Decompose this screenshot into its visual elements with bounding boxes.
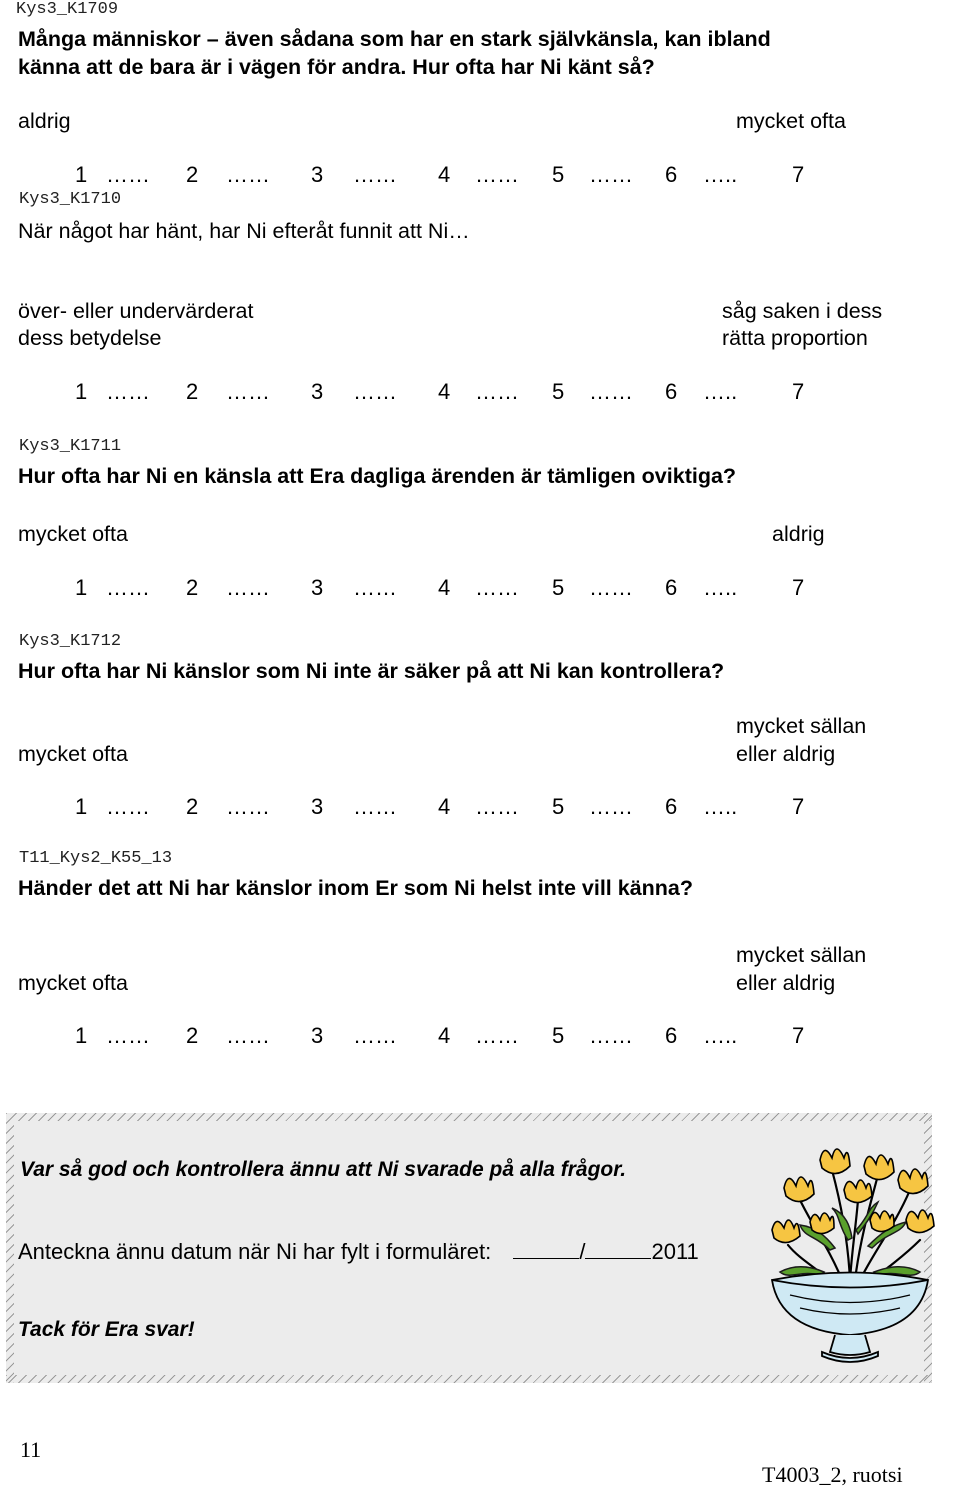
right-anchor-label: rätta proportion — [722, 326, 868, 350]
scale-option-6[interactable]: 6 — [665, 162, 678, 187]
right-anchor-label: såg saken i dess — [722, 299, 883, 323]
scale-option-5[interactable]: 5 — [552, 1023, 565, 1048]
scale-dots: …… — [226, 162, 270, 187]
rating-scale[interactable] — [0, 575, 960, 605]
left-anchor-label: aldrig — [18, 109, 71, 133]
scale-dots: …… — [226, 1023, 270, 1048]
rating-scale[interactable] — [0, 162, 960, 192]
scale-option-2[interactable]: 2 — [186, 1023, 199, 1048]
question-text-line: Många människor – även sådana som har en stark självkänsla, kan ibland — [18, 27, 771, 51]
question-code: Kys3_K1710 — [19, 190, 122, 209]
question-text-line: Hur ofta har Ni en känsla att Era dagliga ärenden är tämligen oviktiga? — [18, 464, 737, 488]
scale-dots: …… — [226, 575, 270, 600]
scale-option-1[interactable]: 1 — [75, 575, 88, 600]
scale-option-7[interactable]: 7 — [792, 1023, 805, 1048]
scale-option-6[interactable]: 6 — [665, 794, 678, 819]
scale-dots: …… — [106, 1023, 150, 1048]
scale-dots: …… — [226, 794, 270, 819]
scale-dots: …… — [589, 379, 633, 404]
question-code: T11_Kys2_K55_13 — [19, 849, 173, 868]
date-label: Anteckna ännu datum när Ni har fylt i formuläret: — [18, 1239, 492, 1264]
question-code: Kys3_K1712 — [19, 632, 122, 651]
scale-option-3[interactable]: 3 — [311, 1023, 324, 1048]
scale-dots: …… — [353, 1023, 397, 1048]
left-anchor-label: mycket ofta — [18, 971, 128, 995]
scale-option-1[interactable]: 1 — [75, 794, 88, 819]
scale-dots: ….. — [703, 575, 738, 600]
scale-option-2[interactable]: 2 — [186, 794, 199, 819]
left-anchor-label: mycket ofta — [18, 742, 128, 766]
scale-option-5[interactable]: 5 — [552, 575, 565, 600]
scale-dots: ….. — [703, 794, 738, 819]
right-anchor-label: mycket ofta — [736, 109, 846, 133]
left-anchor-label: över- eller undervärderat — [18, 299, 254, 323]
rating-scale[interactable] — [0, 794, 960, 824]
scale-option-7[interactable]: 7 — [792, 379, 805, 404]
scale-option-3[interactable]: 3 — [311, 379, 324, 404]
scale-dots: …… — [353, 794, 397, 819]
flower-bowl-icon — [760, 1130, 940, 1370]
document-code: T4003_2, ruotsi — [762, 1462, 903, 1487]
scale-option-3[interactable]: 3 — [311, 575, 324, 600]
question-text-line: Hur ofta har Ni känslor som Ni inte är säker på att Ni kan kontrollera? — [18, 659, 725, 683]
right-anchor-label: eller aldrig — [736, 971, 836, 995]
date-year: 2011 — [651, 1239, 699, 1264]
scale-dots: …… — [106, 379, 150, 404]
scale-dots: …… — [475, 1023, 519, 1048]
thanks-text: Tack för Era svar! — [18, 1318, 195, 1341]
question-text-line: När något har hänt, har Ni efteråt funnit att Ni… — [18, 219, 470, 243]
scale-dots: …… — [475, 575, 519, 600]
box-border-bottom — [6, 1375, 932, 1383]
scale-dots: …… — [475, 162, 519, 187]
date-day-blank[interactable] — [513, 1238, 579, 1259]
left-anchor-label: dess betydelse — [18, 326, 162, 350]
scale-dots: …… — [106, 162, 150, 187]
scale-dots: …… — [106, 575, 150, 600]
right-anchor-label: eller aldrig — [736, 742, 836, 766]
scale-dots: ….. — [703, 162, 738, 187]
scale-dots: …… — [353, 162, 397, 187]
scale-option-4[interactable]: 4 — [438, 1023, 451, 1048]
scale-option-2[interactable]: 2 — [186, 575, 199, 600]
scale-option-2[interactable]: 2 — [186, 379, 199, 404]
scale-option-5[interactable]: 5 — [552, 794, 565, 819]
scale-option-3[interactable]: 3 — [311, 162, 324, 187]
right-anchor-label: aldrig — [772, 522, 825, 546]
scale-dots: …… — [589, 794, 633, 819]
date-separator: / — [579, 1239, 586, 1264]
rating-scale[interactable] — [0, 1023, 960, 1053]
scale-dots: …… — [475, 794, 519, 819]
question-code: Kys3_K1709 — [16, 0, 119, 19]
scale-option-7[interactable]: 7 — [792, 575, 805, 600]
right-anchor-label: mycket sällan — [736, 943, 867, 967]
date-line — [18, 1238, 699, 1265]
scale-dots: …… — [353, 379, 397, 404]
scale-dots: ….. — [703, 379, 738, 404]
page-number: 11 — [20, 1437, 42, 1462]
date-month-blank[interactable] — [585, 1238, 651, 1259]
rating-scale[interactable] — [0, 379, 960, 409]
scale-option-3[interactable]: 3 — [311, 794, 324, 819]
check-answers-text: Var så god och kontrollera ännu att Ni svarade på alla frågor. — [20, 1158, 627, 1181]
scale-option-2[interactable]: 2 — [186, 162, 199, 187]
scale-option-5[interactable]: 5 — [552, 162, 565, 187]
scale-dots: …… — [589, 575, 633, 600]
question-text-line: känna att de bara är i vägen för andra. Hur ofta har Ni känt så? — [18, 55, 655, 79]
scale-dots: …… — [589, 162, 633, 187]
scale-dots: …… — [353, 575, 397, 600]
scale-option-4[interactable]: 4 — [438, 794, 451, 819]
scale-option-6[interactable]: 6 — [665, 379, 678, 404]
scale-dots: ….. — [703, 1023, 738, 1048]
scale-option-7[interactable]: 7 — [792, 162, 805, 187]
box-border-left — [6, 1113, 14, 1383]
scale-option-1[interactable]: 1 — [75, 379, 88, 404]
scale-option-4[interactable]: 4 — [438, 379, 451, 404]
scale-dots: …… — [475, 379, 519, 404]
question-code: Kys3_K1711 — [19, 437, 122, 456]
scale-option-1[interactable]: 1 — [75, 1023, 88, 1048]
scale-dots: …… — [226, 379, 270, 404]
scale-option-7[interactable]: 7 — [792, 794, 805, 819]
scale-option-4[interactable]: 4 — [438, 162, 451, 187]
scale-option-5[interactable]: 5 — [552, 379, 565, 404]
scale-option-6[interactable]: 6 — [665, 1023, 678, 1048]
box-border-top — [6, 1113, 932, 1121]
scale-dots: …… — [589, 1023, 633, 1048]
scale-dots: …… — [106, 794, 150, 819]
question-text-line: Händer det att Ni har känslor inom Er som Ni helst inte vill känna? — [18, 876, 694, 900]
right-anchor-label: mycket sällan — [736, 714, 867, 738]
scale-option-4[interactable]: 4 — [438, 575, 451, 600]
scale-option-1[interactable]: 1 — [75, 162, 88, 187]
scale-option-6[interactable]: 6 — [665, 575, 678, 600]
left-anchor-label: mycket ofta — [18, 522, 128, 546]
